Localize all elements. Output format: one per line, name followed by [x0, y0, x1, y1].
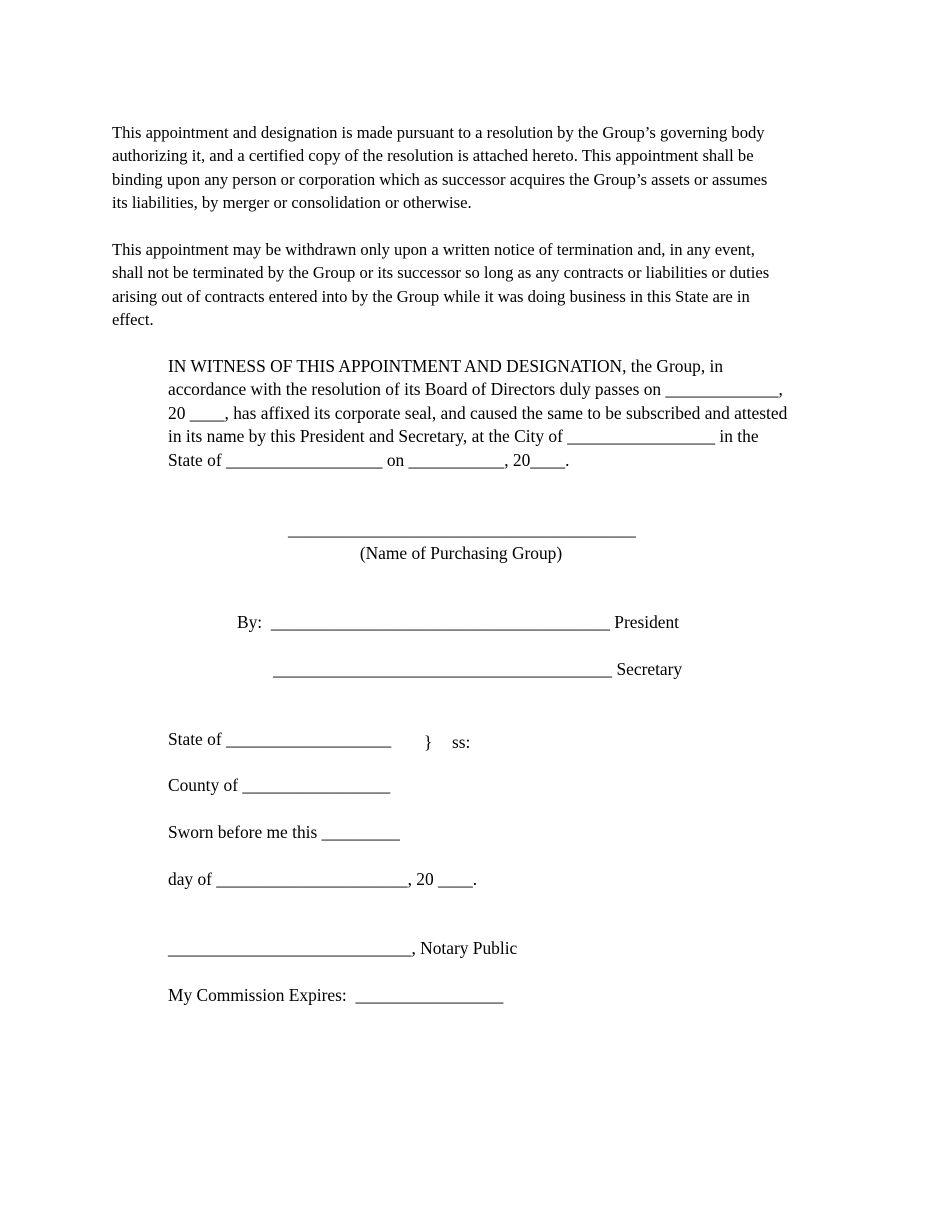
text-line: binding upon any person or corporation which as successor acquires the Group’s assets or assumes [112, 169, 768, 189]
text-line: This appointment may be withdrawn only upon a written notice of termination and, in any event, [112, 240, 755, 259]
text-line: authorizing it, and a certified copy of the resolution is attached hereto. This appointment shall be [112, 146, 754, 166]
paragraph-withdrawal-terms [112, 238, 824, 332]
text-line: arising out of contracts entered into by the Group while it was doing business in this State are in [112, 286, 750, 306]
group-name-signature-line: ________________________________________ [288, 519, 636, 539]
text-line: IN WITNESS OF THIS APPOINTMENT AND DESIGNATION, the Group, in [168, 356, 724, 376]
text-line: 20 ____, has affixed its corporate seal, and caused the same to be subscribed and attested [168, 402, 788, 423]
paragraph-appointment-resolution [112, 121, 824, 215]
president-signature-line: By: _______________________________________ President [237, 612, 680, 632]
text-line: State of __________________ on ___________, 20____. [168, 449, 570, 470]
text-line: accordance with the resolution of its Board of Directors duly passes on _____________, [168, 379, 783, 400]
group-name-caption: (Name of Purchasing Group) [359, 543, 563, 563]
notary-public-signature-line: ____________________________, Notary Public [168, 938, 518, 958]
text-line: shall not be terminated by the Group or its successor so long as any contracts or liabilities or duties [112, 263, 770, 283]
text-line: in its name by this President and Secretary, at the City of _________________ in the [168, 426, 759, 447]
text-line: effect. [112, 310, 154, 330]
sworn-before-line: Sworn before me this _________ [168, 822, 400, 842]
brace-symbol: } [424, 732, 433, 752]
notary-county-line: County of _________________ [168, 775, 391, 795]
day-of-line: day of ______________________, 20 ____. [168, 869, 478, 889]
text-line: its liabilities, by merger or consolidation or otherwise. [112, 193, 472, 213]
witness-clause [168, 355, 828, 472]
commission-expires-line: My Commission Expires: _________________ [168, 985, 504, 1005]
secretary-signature-line: _______________________________________ Secretary [273, 659, 683, 679]
notary-state-line: State of ___________________ [168, 729, 392, 749]
text-line: This appointment and designation is made pursuant to a resolution by the Group’s governing body [112, 123, 765, 142]
ss-label: ss: [452, 732, 471, 752]
